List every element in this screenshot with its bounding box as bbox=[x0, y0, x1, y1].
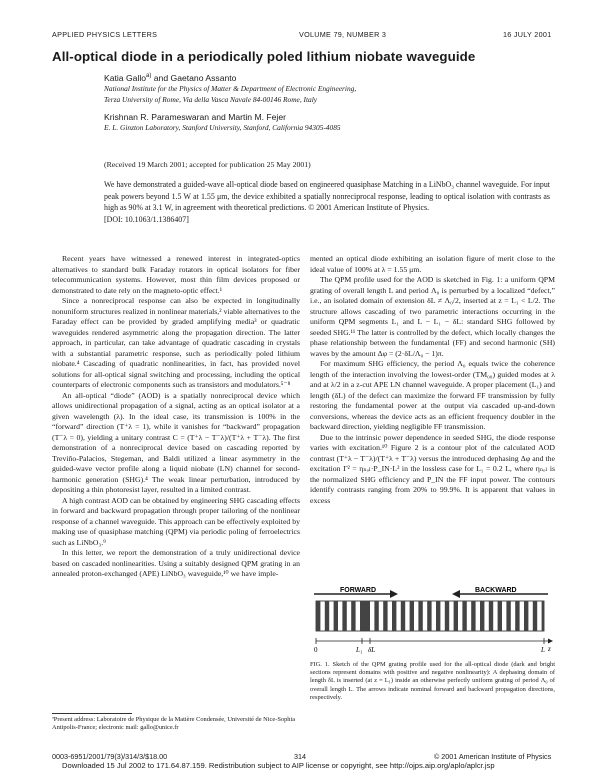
grating-domain bbox=[427, 601, 431, 631]
grating-domain bbox=[506, 601, 510, 631]
grating-domain bbox=[445, 601, 449, 631]
axis-label-l1: L₁ bbox=[356, 646, 363, 654]
defect-domain bbox=[362, 601, 370, 631]
grating-domain bbox=[454, 601, 458, 631]
right-column bbox=[310, 254, 555, 506]
grating-domain bbox=[342, 601, 346, 631]
axis-label-l: L bbox=[541, 646, 545, 654]
doi[interactable]: [DOI: 10.1063/1.1386407] bbox=[104, 214, 189, 224]
page-number: 314 bbox=[294, 752, 306, 761]
forward-label: FORWARD bbox=[340, 587, 377, 594]
author-footnote-mark: a) bbox=[146, 73, 152, 80]
grating-domain bbox=[360, 601, 362, 631]
paper-title: All-optical diode in a periodically poled lithium niobate waveguide bbox=[52, 49, 476, 64]
paragraph: In this letter, we report the demonstration of a truly unidirectional device based on cascaded nonlinearities. Using a suitably designed QPM grating in an annealed proton-exchanged (APE) LiNbO₃ waveguide,¹⁰ we have imple- bbox=[52, 548, 300, 578]
grating-domain bbox=[316, 601, 320, 631]
backward-arrowhead-icon bbox=[452, 590, 460, 598]
qpm-grating-figure bbox=[310, 585, 555, 657]
issue-date: 16 JULY 2001 bbox=[503, 30, 552, 39]
paragraph: Since a nonreciprocal response can also be expected in longitudinally nonuniform structures realized in nonlinear materials,² viable alternatives to the Faraday effect can be provided by graded amplifying media³ or quadratic waveguides rendered asymmetric along the propagation direction. The latter approach, in particular, can take advantage of quadratic cascading in crystals with a substantial parametric response, such as periodically poled lithium niobate.⁴ Cascading of quadratic nonlinearities, in fact, has provided novel solutions for all-optical signal switching and processing, including the optical counterparts of electronic components such as transistors and modulators.⁵⁻⁸ bbox=[52, 296, 300, 389]
paragraph: For maximum SHG efficiency, the period Λ₀ equals twice the coherence length of the interaction involving the lowest-order (TM₀₀) guided modes at λ and at λ/2 in a z-cut APE LN channel waveguide. A proper placement (L₁) and length (δL) of the defect can maximize the forward FF transmission by fully restoring the fundamental power at the output via cascaded up-and-down conversions, whereas the device acts as an efficient frequency doubler in the backward direction, yielding negligible FF transmission. bbox=[310, 359, 555, 431]
paragraph: The QPM profile used for the AOD is sketched in Fig. 1: a uniform QPM grating of overall length L and period Λ₀ is perturbed by a localized “defect,” i.e., an isolated domain of extension δL ≠ Λ₀/2, inserted at z = L₁ < L/2. The structure allows cascading of two parametric interactions occurring in the uniform QPM segments L₁ and L − L₁ − δL: standard SHG followed by seeded SHG.¹¹ The latter is controlled by the defect, which locally changes the phase relationship between the fundamental (FF) and second harmonic (SH) waves by the amount Δφ = (2·δL/Λ₀ − 1)π. bbox=[310, 275, 555, 358]
grating-domain bbox=[401, 601, 405, 631]
backward-label: BACKWARD bbox=[475, 587, 517, 594]
z-axis-arrow-icon bbox=[548, 639, 553, 644]
authors-line-1 bbox=[104, 73, 236, 83]
paragraph: mented an optical diode exhibiting an isolation figure of merit close to the ideal value of 100% at λ = 1.55 μm. bbox=[310, 254, 555, 274]
figure-caption: FIG. 1. Sketch of the QPM grating profile used for the all-optical diode (dark and bright sections represent domains with positive and negative nonlinearity): A dephasing domain of length δL is inserted (at z = L₁) inside an otherwise perfectly uniform grating of period Λ₀ of overall length L. The arrows indicate nominal forward and backward propagation directions, respectively. bbox=[310, 661, 555, 701]
footnote-rule bbox=[52, 713, 132, 714]
grating-domain bbox=[436, 601, 440, 631]
author-assanto: and Gaetano Assanto bbox=[151, 73, 237, 83]
grating-domain bbox=[374, 601, 378, 631]
forward-arrowhead-icon bbox=[390, 590, 398, 598]
grating-domain bbox=[462, 601, 466, 631]
axis-label-delta-l: δL bbox=[368, 646, 376, 654]
grating-domain bbox=[542, 601, 544, 631]
affiliation-1 bbox=[104, 84, 534, 105]
grating-domain bbox=[383, 601, 387, 631]
authors-line-2: Krishnan R. Parameswaran and Martin M. Fejer bbox=[104, 112, 286, 122]
article-code: 0003-6951/2001/79(3)/314/3/$18.00 bbox=[52, 752, 168, 761]
grating-domain bbox=[392, 601, 396, 631]
grating-domain bbox=[410, 601, 414, 631]
paragraph: Due to the intrinsic power dependence in seeded SHG, the diode response varies with excitation.¹⁰ Figure 2 is a contour plot of the calculated AOD contrast (T⁺λ − T⁻λ)/(T⁺λ + T⁻λ) versus the introduced dephasing Δφ and the excitation Γ² = ηₙₒₗ·P_IN·L² in the lossless case for L₁ = 0.2 L, where ηₙₒₗ is the normalized SHG efficiency and P_IN the FF input power. The contours identify contrasts ranging from 20% to 99.9%. It is apparent that values in excess bbox=[310, 432, 555, 505]
grating-domain bbox=[334, 601, 338, 631]
paragraph: A high contrast AOD can be obtained by engineering SHG cascading effects in forward and backward propagation through proper tailoring of the nonlinear response of a channel waveguide. This approach can be effectively exploited by making use of quasiphase matching (QPM) via periodic poling of ferroelectrics such as LiNbO₃.⁹ bbox=[52, 495, 300, 547]
grating-domain bbox=[351, 601, 355, 631]
grating-domain bbox=[489, 601, 493, 631]
affiliation-1-line-2: Terza University of Rome, Via della Vasca Navale 84-00146 Rome, Italy bbox=[104, 94, 318, 104]
abstract bbox=[104, 179, 550, 225]
paragraph: An all-optical “diode” (AOD) is a spatially nonreciprocal device which allows unidirectional propagation of a signal, acting as an optical isolator at a given wavelength (λ). In the ideal case, its transmission is 100% in the “forward” direction (T⁺λ = 1), while it vanishes for “backward” propagation (T⁻λ = 0), yielding a unitary contrast C = (T⁺λ − T⁻λ)/(T⁺λ + T⁻λ). The first demonstration of a nonreciprocal device based on cascading reported by Treviño-Palacios, Stegeman, and Baldi utilized a linear asymmetry in the guided-wave vector profile along a liquid niobate (LN) channel for second-harmonic generation (SHG).⁴ The weak linear perturbation, introduced by depositing a thin photoresist layer, resulted in a limited contrast. bbox=[52, 390, 300, 494]
grating-domain bbox=[480, 601, 484, 631]
affiliation-2: E. L. Ginzton Laboratory, Stanford University, Stanford, California 94305-4085 bbox=[104, 123, 341, 132]
paragraph: Recent years have witnessed a renewed interest in integrated-optics alternatives to standard bulk Faraday rotators in optical isolators for fiber telecommunication systems. However, most thin film devices proposed or demonstrated to date rely on the magneto-optic effect.¹ bbox=[52, 254, 300, 295]
abstract-text: We have demonstrated a guided-wave all-optical diode based on engineered quasiphase Matching in a LiNbO₃ channel waveguide. For input peak powers beyond 1.5 W at 1.55 μm, the device exhibited a spatially nonreciprocal response, leading to optical isolation with contrasts as high as 90% at 3.1 W, in agreement with theoretical predictions. © 2001 American Institute of Physics. bbox=[104, 180, 550, 213]
received-dates: (Received 19 March 2001; accepted for publication 25 May 2001) bbox=[104, 160, 311, 169]
left-column bbox=[52, 254, 300, 580]
download-notice[interactable]: Downloaded 15 Jul 2002 to 171.64.87.159. Redistribution subject to AIP license or copyright, see http://ojps.aip.org/aplo/aplcr.jsp bbox=[62, 761, 495, 770]
copyright: © 2001 American Institute of Physics bbox=[434, 752, 552, 761]
grating-domain bbox=[325, 601, 329, 631]
axis-label-z: z bbox=[548, 645, 551, 653]
volume-number: VOLUME 79, NUMBER 3 bbox=[299, 30, 387, 39]
axis-label-zero: 0 bbox=[314, 646, 318, 654]
grating-domain bbox=[515, 601, 519, 631]
journal-name: APPLIED PHYSICS LETTERS bbox=[52, 30, 158, 39]
grating-domain bbox=[533, 601, 537, 631]
grating-domain bbox=[498, 601, 502, 631]
grating-domain bbox=[418, 601, 422, 631]
grating-domain bbox=[524, 601, 528, 631]
grating-domain bbox=[471, 601, 475, 631]
affiliation-1-line-1: National Institute for the Physics of Matter & Department of Electronic Engineering, bbox=[104, 84, 357, 93]
author-gallo: Katia Gallo bbox=[104, 73, 147, 83]
footnote: ªPresent address: Laboratoire de Physique de la Matière Condensée, Université de Nice-Sophia Antipolis-France; electronic mail: gallo@unice.fr bbox=[52, 716, 296, 732]
